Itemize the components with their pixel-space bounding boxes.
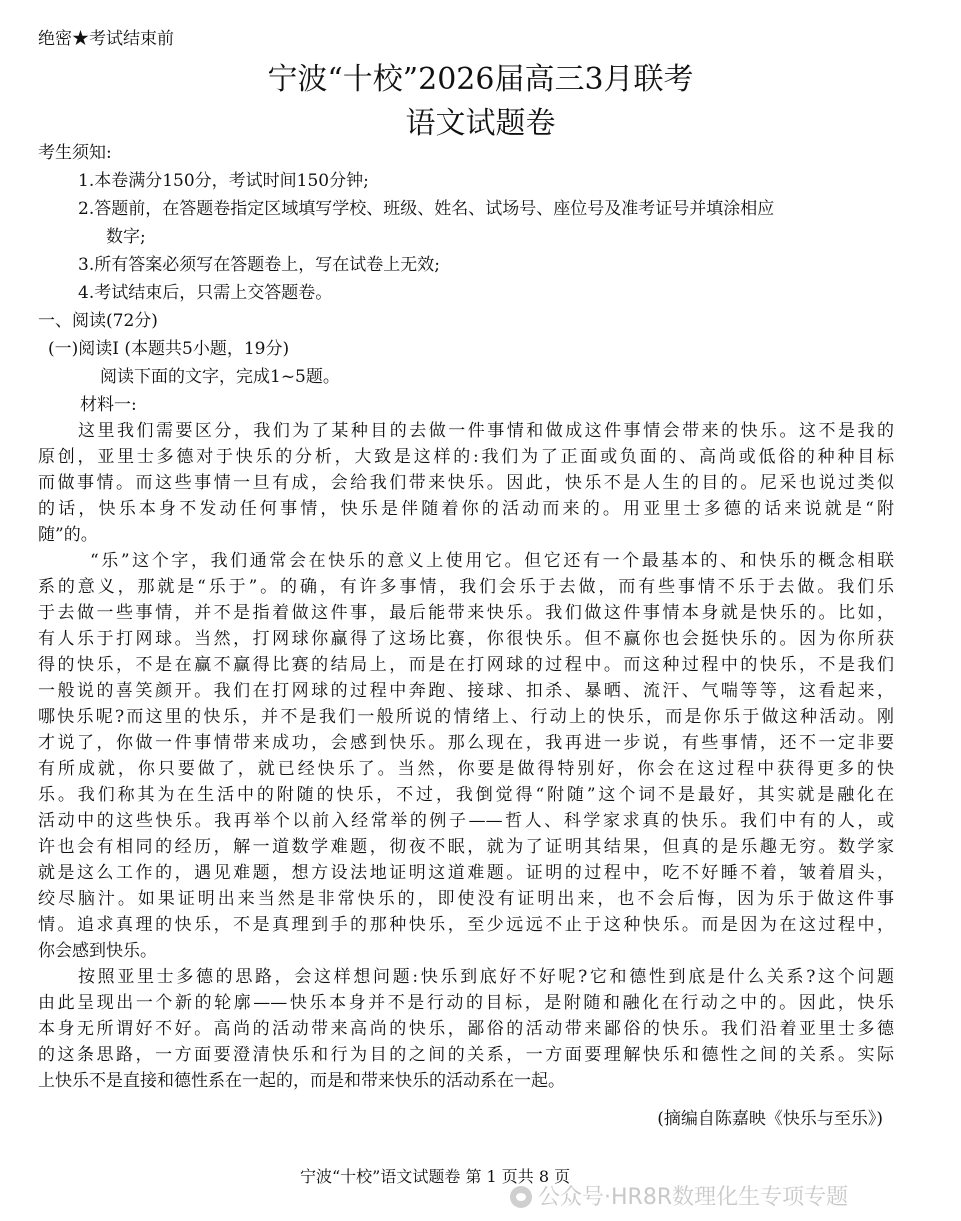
paragraph-3-line: 本身无所谓好不好。高尚的活动带来高尚的快乐，鄙俗的活动带来鄙俗的快乐。我们沿着亚里士多德 xyxy=(38,1019,894,1039)
notice-item-2: 2.答题前，在答题卷指定区域填写学校、班级、姓名、试场号、座位号及准考证号并填涂相应 xyxy=(78,199,775,219)
section-heading: 一、阅读(72分) xyxy=(38,311,158,331)
paragraph-2-line: 绞尽脑汁。如果证明出来当然是非常快乐的，即使没有证明出来，也不会后悔，因为乐于做这件事 xyxy=(38,889,894,909)
paragraph-3-line: 由此呈现出一个新的轮廓——快乐本身并不是行动的目标，是附随和融化在行动之中的。因此，快乐 xyxy=(38,993,894,1013)
paragraph-3-line: 上快乐不是直接和德性系在一起的，而是和带来快乐的活动系在一起。 xyxy=(38,1071,565,1091)
paragraph-2-line: 许也会有相同的经历，解一道数学难题，彻夜不眠，就为了证明其结果，但真的是乐趣无穷。数学家 xyxy=(38,837,894,857)
paragraph-2-line: 乐。我们称其为在生活中的附随的快乐，不过，我倒觉得“附随”这个词不是最好，其实就是融化在 xyxy=(38,785,894,805)
paragraph-2-line: 活动中的这些快乐。我再举个以前入经常举的例子——哲人、科学家求真的快乐。我们中有的人，或 xyxy=(38,811,894,831)
paragraph-2-line: 就是这么工作的，遇见难题，想方设法地证明这道难题。证明的过程中，吃不好睡不着，皱着眉头， xyxy=(38,863,894,883)
paragraph-2-line: 有人乐于打网球。当然，打网球你赢得了这场比赛，你很快乐。但不赢你也会挺快乐的。因为你所获 xyxy=(38,629,894,649)
material-label: 材料一: xyxy=(80,395,137,415)
paragraph-1-line: 而做事情。而这些事情一旦有成，会给我们带来快乐。因此，快乐不是人生的目的。尼采也说过类似 xyxy=(38,473,894,493)
paragraph-2-line: “乐”这个字，我们通常会在快乐的意义上使用它。但它还有一个最基本的、和快乐的概念相联 xyxy=(90,551,894,571)
paragraph-1-line: 的话，快乐本身不发动任何事情，快乐是伴随着你的活动而来的。用亚里士多德的话来说就是“附 xyxy=(38,499,894,519)
paragraph-2-line: 一般说的喜笑颜开。我们在打网球的过程中奔跑、接球、扣杀、暴晒、流汗、气喘等等，这看起来， xyxy=(38,681,894,701)
notice-item-3: 3.所有答案必须写在答题卷上，写在试卷上无效; xyxy=(78,255,440,275)
paragraph-1-line: 这里我们需要区分，我们为了某种目的去做一件事情和做成这件事情会带来的快乐。这不是我的 xyxy=(78,421,894,441)
notice-heading: 考生须知: xyxy=(38,143,112,163)
paragraph-1-line: 原创，亚里士多德对于快乐的分析，大致是这样的:我们为了正面或负面的、高尚或低俗的种种目标 xyxy=(38,447,894,467)
paragraph-2-line: 于去做一些事情，并不是指着做这件事，最后能带来快乐。我们做这件事情本身就是快乐的。比如， xyxy=(38,603,894,623)
paragraph-2-line: 你会感到快乐。 xyxy=(38,941,157,961)
notice-item-4: 4.考试结束后，只需上交答题卷。 xyxy=(78,283,333,303)
paragraph-2-line: 才说了，你做一件事情带来成功，会感到快乐。那么现在，我再进一步说，有些事情，还不一定非要 xyxy=(38,733,894,753)
paragraph-3-line: 的这条思路，一方面要澄清快乐和行为目的之间的关系，一方面要理解快乐和德性之间的关系。实际 xyxy=(38,1045,894,1065)
subsection-heading: (一)阅读Ⅰ (本题共5小题，19分) xyxy=(48,339,290,359)
paragraph-2-line: 有所成就，你只要做了，就已经快乐了。当然，你要是做得特别好，你会在这过程中获得更多的快 xyxy=(38,759,894,779)
exam-subtitle: 语文试题卷 xyxy=(405,106,556,141)
paragraph-2-line: 系的意义，那就是“乐于”。的确，有许多事情，我们会乐于去做，而有些事情不乐于去做。我们乐 xyxy=(38,577,894,597)
paragraph-2-line: 得的快乐，不是在赢不赢得比赛的结局上，而是在打网球的过程中。而这种过程中的快乐，不是我们 xyxy=(38,655,894,675)
reading-instruction: 阅读下面的文字，完成1~5题。 xyxy=(100,367,340,387)
paragraph-2-line: 情。追求真理的快乐，不是真理到手的那种快乐，至少远远不止于这种快乐。而是因为在这过程中， xyxy=(38,915,894,935)
page-footer: 宁波“十校”语文试题卷 第 1 页共 8 页 xyxy=(300,1167,571,1186)
watermark: 公众号·HR8R数理化生专项专题 xyxy=(538,1185,849,1210)
exam-title: 宁波“十校”2026届高三3月联考 xyxy=(267,62,694,97)
paragraph-1-line: 随”的。 xyxy=(38,525,98,545)
paragraph-3-line: 按照亚里士多德的思路，会这样想问题:快乐到底好不好呢?它和德性到底是什么关系?这个问题 xyxy=(78,967,894,987)
paragraph-2-line: 哪快乐呢?而这里的快乐，并不是我们一般所说的情绪上、行动上的快乐，而是你乐于做这种活动。刚 xyxy=(38,707,894,727)
wechat-icon xyxy=(510,1186,532,1208)
confidential-mark: 绝密★考试结束前 xyxy=(38,29,174,49)
notice-item-1: 1.本卷满分150分，考试时间150分钟; xyxy=(78,171,369,191)
notice-item-2-continued: 数字; xyxy=(106,227,146,247)
source-citation: (摘编自陈嘉映《快乐与至乐》) xyxy=(657,1109,883,1129)
